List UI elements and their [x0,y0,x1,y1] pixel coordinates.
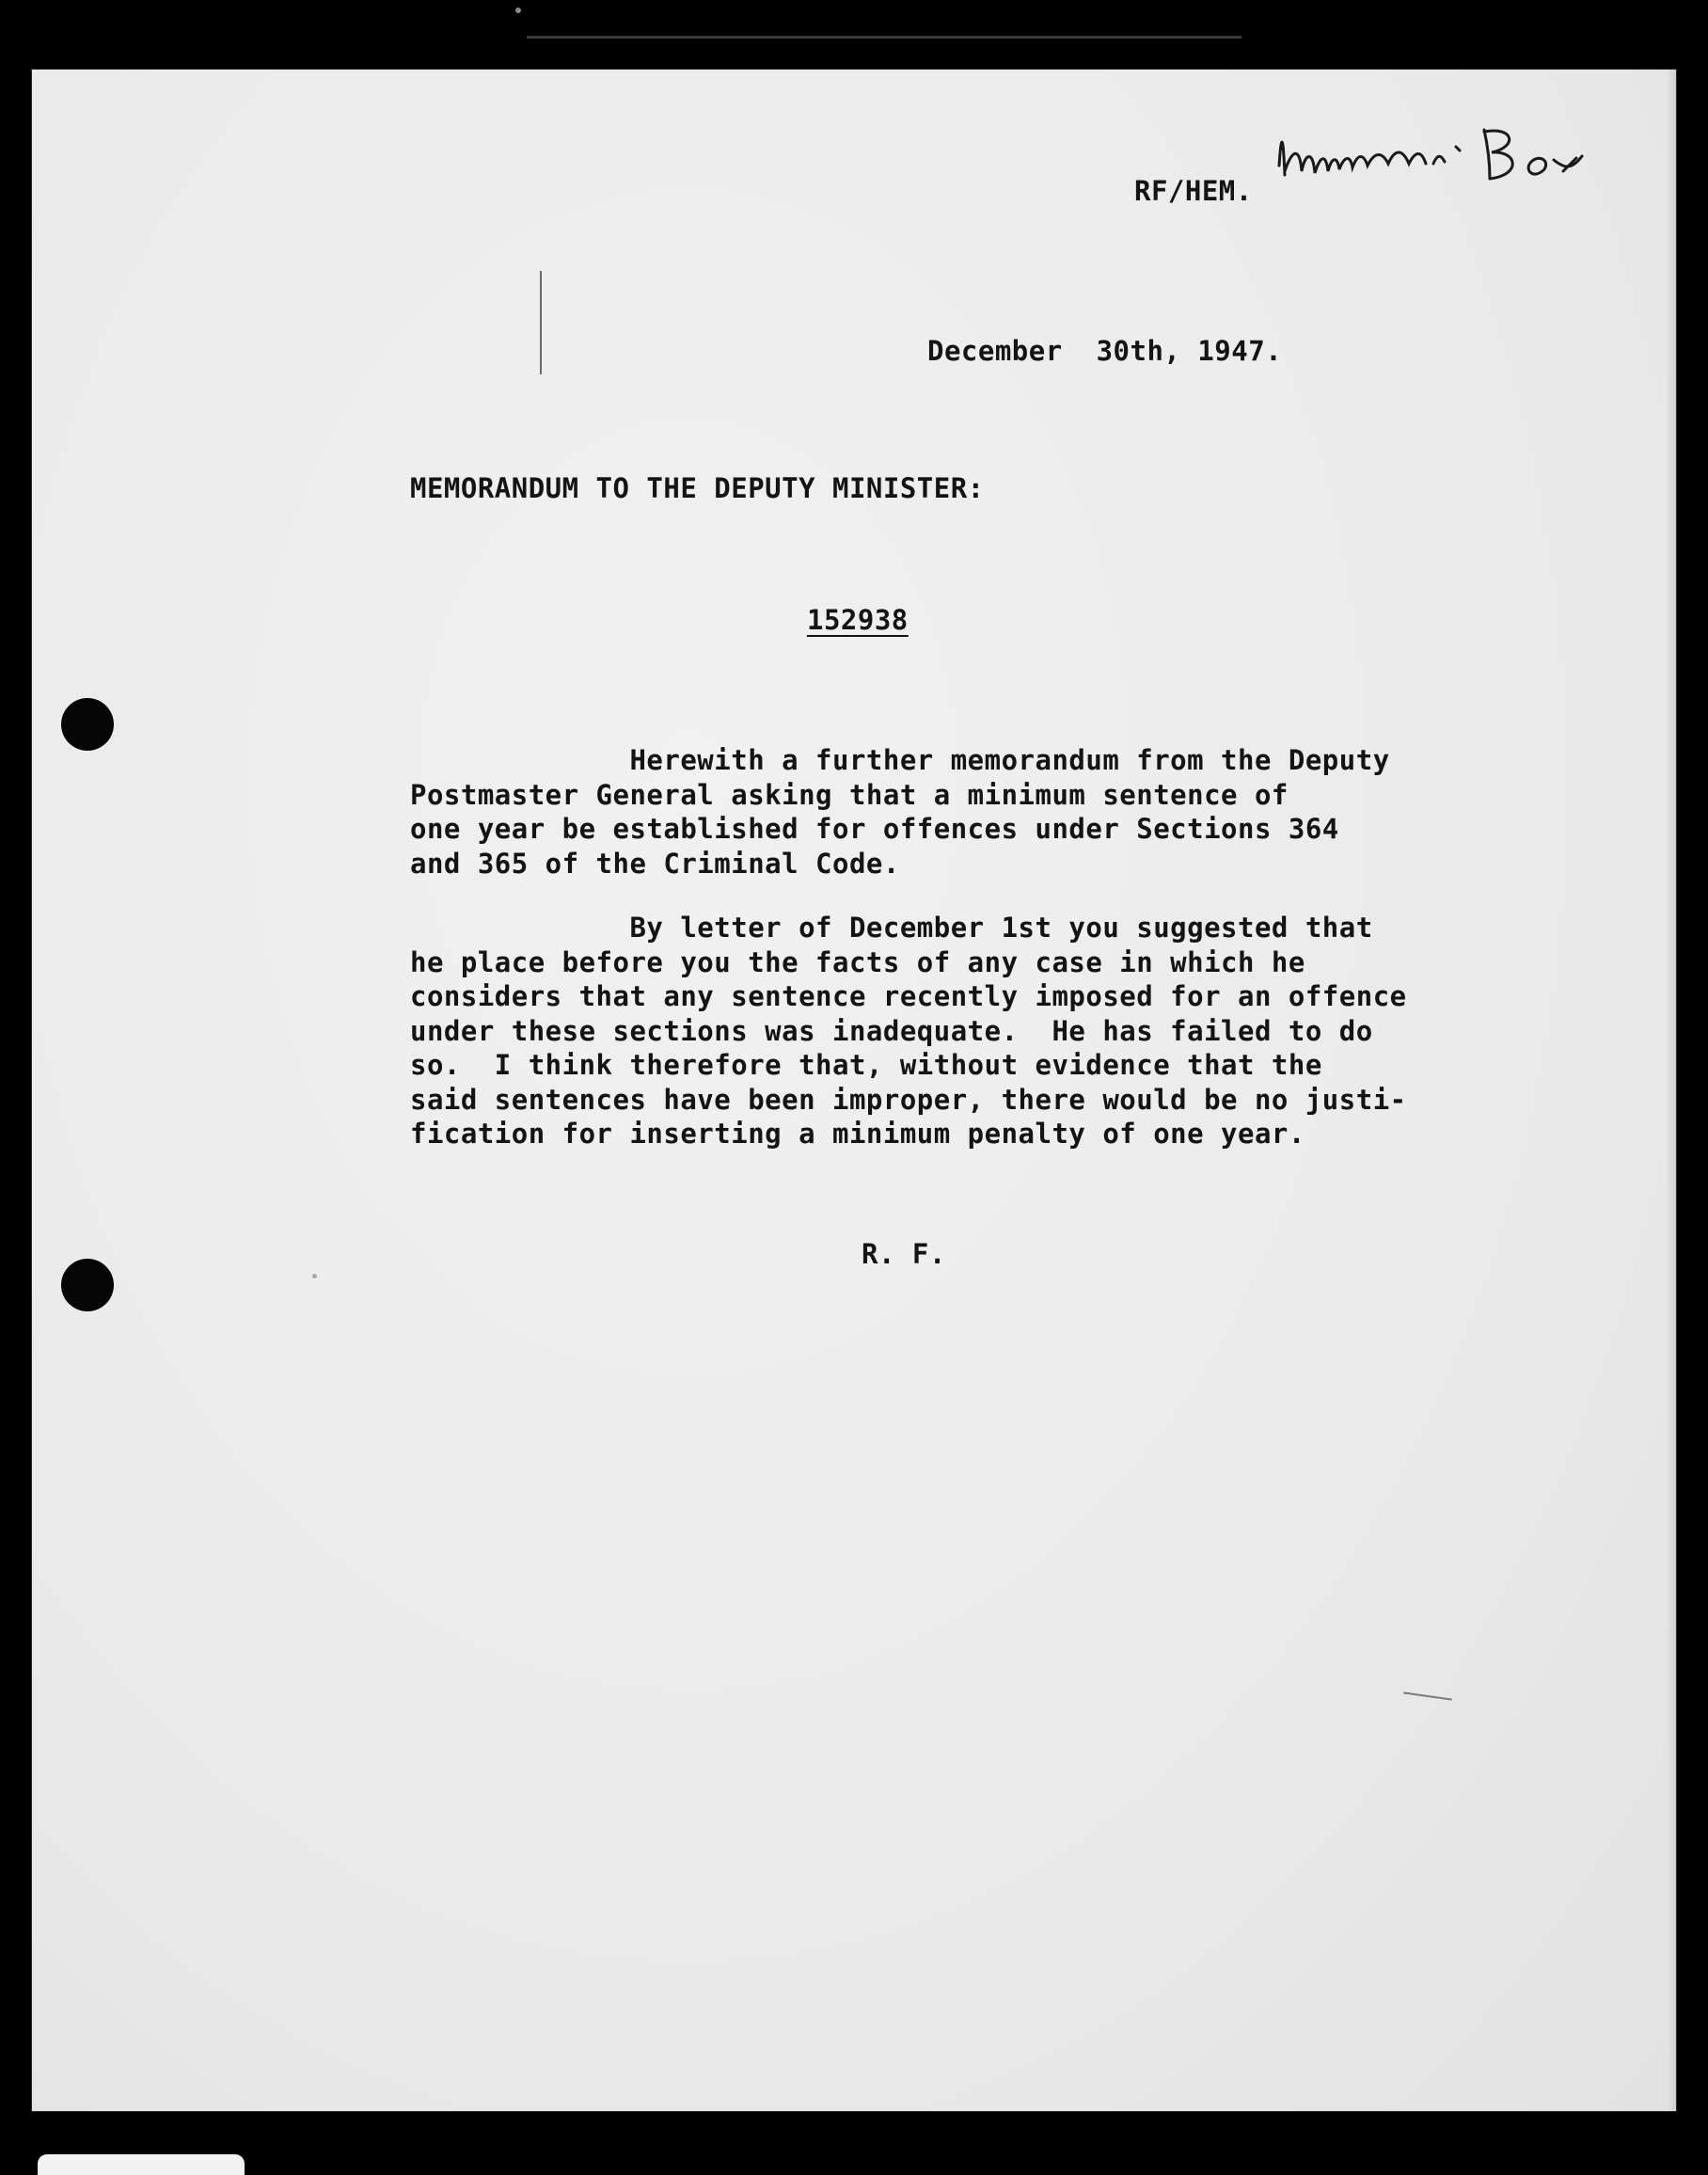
scan-dust [312,1274,317,1278]
paragraph-2: By letter of December 1st you suggested that he place before you the facts of any case in which he considers that any sentence recently imposed for an offence under these sections was inadequate. He has failed to do so. I think therefore that, without evidence that the said sentences have been improper, there would be no justi- fication for inserting a minimum penalty of one year. [410,912,1407,1150]
file-number: 152938 [807,604,909,636]
memo-heading: MEMORANDUM TO THE DEPUTY MINISTER: [410,472,985,504]
signature-initials: R. F. [862,1238,946,1270]
scan-speck [515,8,521,13]
scan-bottom-tab [38,2154,245,2175]
scan-top-rule [527,36,1241,39]
memo-page [32,70,1676,2111]
stray-pen-mark [1403,1691,1452,1700]
punch-hole-bottom [61,1259,114,1311]
margin-pencil-line [540,271,542,374]
paragraph-1: Herewith a further memorandum from the Deputy Postmaster General asking that a minimum sentence of one year be established for offences under Sections 364 and 365 of the Criminal Code. [410,744,1390,880]
punch-hole-top [61,698,114,751]
page-edge-shadow [1667,70,1676,2111]
reference-initials: RF/HEM. [1134,175,1253,207]
handwritten-note-graphic [1272,109,1657,199]
memo-date: December 30th, 1947. [927,335,1283,367]
